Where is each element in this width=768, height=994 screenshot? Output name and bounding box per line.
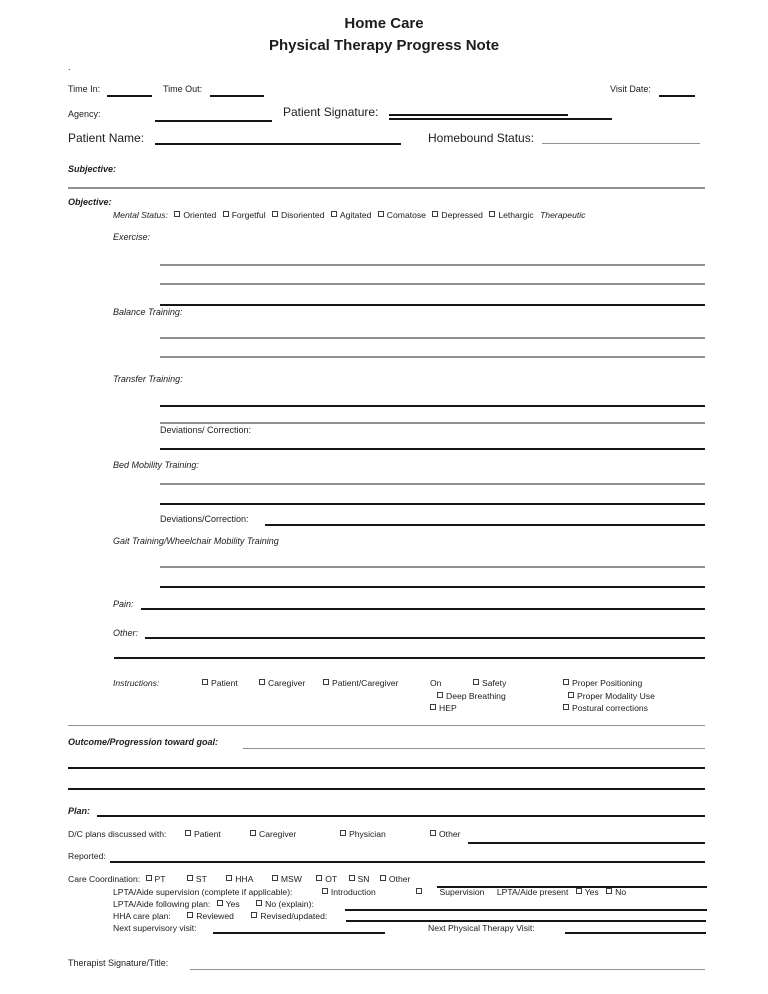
- balance-line-2[interactable]: [160, 356, 705, 358]
- checkbox-label: Other: [439, 829, 461, 839]
- checkbox-label: MSW: [280, 874, 302, 884]
- checkbox-icon: [430, 830, 436, 836]
- checkbox-icon: [217, 900, 223, 906]
- deviations-correction-2-label: Deviations/Correction:: [160, 514, 249, 524]
- checkbox-oriented[interactable]: [174, 210, 216, 221]
- checkbox-label: No: [615, 887, 627, 897]
- next-supervisory-line[interactable]: [213, 932, 385, 934]
- checkbox-label: Depressed: [441, 210, 483, 220]
- checkbox-hep[interactable]: [430, 703, 457, 714]
- checkbox-lpta-present-yes[interactable]: [576, 887, 599, 898]
- checkbox-label: Reviewed: [196, 911, 234, 921]
- time-in-line[interactable]: [107, 95, 152, 97]
- checkbox-introduction[interactable]: [322, 887, 376, 898]
- lpta-following-label: LPTA/Aide following plan:: [113, 899, 211, 909]
- checkbox-label: Proper Modality Use: [577, 691, 655, 701]
- checkbox-icon: [323, 679, 329, 685]
- subjective-divider: [68, 187, 705, 189]
- transfer-line-2[interactable]: [160, 422, 705, 424]
- checkbox-icon: [187, 875, 193, 881]
- checkbox-agitated[interactable]: [331, 210, 372, 221]
- balance-line-1[interactable]: [160, 337, 705, 339]
- deviations-correction-2-line[interactable]: [265, 524, 705, 526]
- checkbox-icon: [187, 912, 193, 918]
- dc-other-line[interactable]: [468, 842, 705, 844]
- therapist-signature-line[interactable]: [190, 969, 705, 970]
- checkbox-label: No (explain):: [265, 899, 314, 909]
- checkbox-revised-updated[interactable]: [251, 911, 327, 922]
- pain-line[interactable]: [141, 608, 705, 610]
- checkbox-depressed[interactable]: [432, 210, 483, 221]
- checkbox-icon: [251, 912, 257, 918]
- bed-mobility-line-2[interactable]: [160, 503, 705, 505]
- checkbox-instr-patient-caregiver[interactable]: [323, 678, 398, 689]
- checkbox-label: Caregiver: [268, 678, 306, 688]
- checkbox-care-msw[interactable]: [272, 874, 302, 885]
- checkbox-icon: [226, 875, 232, 881]
- checkbox-dc-patient[interactable]: [185, 829, 221, 840]
- therapist-signature-label: Therapist Signature/Title:: [68, 958, 169, 968]
- exercise-line-3[interactable]: [160, 304, 705, 306]
- homebound-status-label: Homebound Status:: [428, 131, 535, 145]
- pain-label: Pain:: [113, 599, 134, 609]
- visit-date-line[interactable]: [659, 95, 695, 97]
- agency-label: Agency:: [68, 109, 101, 119]
- deviations-correction-1-line[interactable]: [160, 448, 705, 450]
- checkbox-instr-caregiver[interactable]: [259, 678, 305, 689]
- therapeutic-suffix: Therapeutic: [540, 210, 586, 220]
- page-title-line-1: Home Care: [344, 15, 424, 32]
- checkbox-label: Proper Positioning: [572, 678, 643, 688]
- section-subjective-label: Subjective:: [68, 164, 117, 174]
- checkbox-label: HEP: [439, 703, 457, 713]
- next-supervisory-label: Next supervisory visit:: [113, 923, 197, 933]
- care-coordination-row: [68, 874, 410, 885]
- checkbox-icon: [272, 211, 278, 217]
- checkbox-icon: [316, 875, 322, 881]
- reported-label: Reported:: [68, 851, 106, 861]
- dc-plans-label: D/C plans discussed with:: [68, 829, 167, 839]
- reported-line[interactable]: [110, 861, 705, 863]
- checkbox-label: OT: [325, 874, 338, 884]
- mental-status-label: Mental Status:: [113, 210, 168, 220]
- patient-signature-line-upper[interactable]: [389, 114, 568, 116]
- checkbox-icon: [606, 888, 612, 894]
- checkbox-icon: [378, 211, 384, 217]
- checkbox-following-yes[interactable]: [217, 899, 240, 910]
- checkbox-icon: [256, 900, 262, 906]
- page-title-line-2: Physical Therapy Progress Note: [268, 37, 500, 54]
- hha-care-plan-label: HHA care plan:: [113, 911, 171, 921]
- checkbox-label: Oriented: [183, 210, 217, 220]
- exercise-line-2[interactable]: [160, 283, 705, 285]
- instructions-label: Instructions:: [113, 678, 160, 688]
- checkbox-icon: [563, 704, 569, 710]
- checkbox-icon: [437, 692, 443, 698]
- gait-line-1[interactable]: [160, 566, 705, 568]
- deviations-correction-1-label: Deviations/ Correction:: [160, 425, 252, 435]
- checkbox-label: HHA: [235, 874, 254, 884]
- transfer-line-1[interactable]: [160, 405, 705, 407]
- patient-signature-line[interactable]: [389, 118, 612, 120]
- visit-date-label: Visit Date:: [610, 84, 651, 94]
- checkbox-label: Disoriented: [281, 210, 325, 220]
- checkbox-icon: [272, 875, 278, 881]
- other-label: Other:: [113, 628, 139, 638]
- instructions-divider: [68, 725, 705, 726]
- checkbox-label: PT: [154, 874, 166, 884]
- checkbox-proper-modality-use[interactable]: [568, 691, 655, 702]
- mental-status-row: [113, 210, 585, 221]
- checkbox-icon: [331, 211, 337, 217]
- checkbox-deep-breathing[interactable]: [437, 691, 506, 702]
- plan-label: Plan:: [68, 806, 91, 816]
- checkbox-label: Yes: [225, 899, 240, 909]
- checkbox-label: Yes: [584, 887, 599, 897]
- outcome-line-1[interactable]: [243, 748, 705, 749]
- checkbox-disoriented[interactable]: [272, 210, 324, 221]
- plan-line[interactable]: [97, 815, 705, 817]
- checkbox-icon: [322, 888, 328, 894]
- checkbox-reviewed[interactable]: [187, 911, 234, 922]
- stray-period: .: [68, 62, 71, 72]
- checkbox-label: Patient: [194, 829, 221, 839]
- checkbox-instr-patient[interactable]: [202, 678, 238, 689]
- checkbox-label: Caregiver: [259, 829, 297, 839]
- checkbox-icon: [185, 830, 191, 836]
- checkbox-icon: [349, 875, 355, 881]
- checkbox-icon: [473, 679, 479, 685]
- checkbox-care-hha[interactable]: [226, 874, 253, 885]
- checkbox-icon: [202, 679, 208, 685]
- other-line-2[interactable]: [114, 657, 705, 659]
- checkbox-following-no-explain[interactable]: [256, 899, 314, 910]
- checkbox-care-other[interactable]: [380, 874, 411, 885]
- gait-line-2[interactable]: [160, 586, 705, 588]
- checkbox-label: Comatose: [386, 210, 426, 220]
- homebound-status-line[interactable]: [542, 143, 700, 144]
- checkbox-postural-corrections[interactable]: [563, 703, 648, 714]
- lpta-present-label: LPTA/Aide present: [496, 887, 569, 897]
- checkbox-icon: [146, 875, 152, 881]
- supervision-label: Supervision: [439, 887, 485, 897]
- checkbox-label: Postural corrections: [572, 703, 648, 713]
- checkbox-label: Introduction: [330, 887, 376, 897]
- checkbox-label: Revised/updated:: [260, 911, 328, 921]
- checkbox-label: Patient/Caregiver: [332, 678, 399, 688]
- checkbox-care-st[interactable]: [187, 874, 207, 885]
- checkbox-label: ST: [195, 874, 207, 884]
- no-explain-line[interactable]: [345, 909, 707, 911]
- checkbox-safety[interactable]: [473, 678, 506, 689]
- time-out-label: Time Out:: [163, 84, 203, 94]
- checkbox-label: Deep Breathing: [446, 691, 506, 701]
- checkbox-label: Lethargic: [498, 210, 534, 220]
- outcome-line-2[interactable]: [68, 767, 705, 769]
- checkbox-care-sn[interactable]: [349, 874, 370, 885]
- checkbox-dc-caregiver[interactable]: [250, 829, 296, 840]
- outcome-label: Outcome/Progression toward goal:: [68, 737, 219, 747]
- lpta-following-row: [113, 899, 314, 910]
- patient-name-label: Patient Name:: [68, 131, 145, 145]
- instructions-on-label: On: [430, 678, 442, 688]
- checkbox-label: Other: [388, 874, 411, 884]
- transfer-training-label: Transfer Training:: [113, 374, 183, 384]
- care-coordination-label: Care Coordination:: [68, 874, 141, 884]
- checkbox-icon: [576, 888, 582, 894]
- checkbox-supervision[interactable]: [416, 888, 422, 894]
- other-line[interactable]: [145, 637, 705, 639]
- exercise-label: Exercise:: [113, 232, 151, 242]
- next-pt-visit-label: Next Physical Therapy Visit:: [428, 923, 535, 933]
- time-out-line[interactable]: [210, 95, 264, 97]
- checkbox-label: Forgetful: [231, 210, 266, 220]
- checkbox-icon: [174, 211, 180, 217]
- checkbox-lpta-present-no[interactable]: [606, 887, 626, 898]
- checkbox-icon: [250, 830, 256, 836]
- checkbox-icon: [380, 875, 386, 881]
- checkbox-lethargic[interactable]: [489, 210, 533, 221]
- checkbox-care-ot[interactable]: [316, 874, 337, 885]
- lpta-supervision-label: LPTA/Aide supervision (complete if applicable):: [113, 887, 293, 897]
- checkbox-dc-physician[interactable]: [340, 829, 386, 840]
- checkbox-icon: [489, 211, 495, 217]
- time-in-label: Time In:: [68, 84, 101, 94]
- patient-signature-label: Patient Signature:: [283, 105, 379, 119]
- checkbox-icon: [568, 692, 574, 698]
- outcome-line-3[interactable]: [68, 788, 705, 790]
- patient-name-line[interactable]: [155, 143, 401, 145]
- hha-care-plan-row: [113, 911, 327, 922]
- checkbox-comatose[interactable]: [378, 210, 426, 221]
- checkbox-proper-positioning[interactable]: [563, 678, 642, 689]
- gait-training-label: Gait Training/Wheelchair Mobility Training: [113, 536, 279, 546]
- balance-training-label: Balance Training:: [113, 307, 183, 317]
- checkbox-forgetful[interactable]: [223, 210, 266, 221]
- checkbox-label: Physician: [349, 829, 386, 839]
- checkbox-icon: [340, 830, 346, 836]
- exercise-line-1[interactable]: [160, 264, 705, 266]
- checkbox-dc-other[interactable]: [430, 829, 461, 840]
- checkbox-label: Agitated: [339, 210, 372, 220]
- next-pt-visit-line[interactable]: [565, 932, 706, 934]
- checkbox-icon: [430, 704, 436, 710]
- checkbox-icon: [432, 211, 438, 217]
- checkbox-care-pt[interactable]: [146, 874, 166, 885]
- lpta-supervision-row: [113, 887, 626, 898]
- checkbox-label: Safety: [482, 678, 507, 688]
- bed-mobility-line-1[interactable]: [160, 483, 705, 485]
- section-objective-label: Objective:: [68, 197, 112, 207]
- agency-line[interactable]: [155, 120, 272, 122]
- checkbox-icon: [223, 211, 229, 217]
- revised-updated-line[interactable]: [346, 920, 706, 922]
- checkbox-label: Patient: [211, 678, 238, 688]
- checkbox-icon: [259, 679, 265, 685]
- bed-mobility-label: Bed Mobility Training:: [113, 460, 199, 470]
- checkbox-label: SN: [357, 874, 370, 884]
- checkbox-icon: [563, 679, 569, 685]
